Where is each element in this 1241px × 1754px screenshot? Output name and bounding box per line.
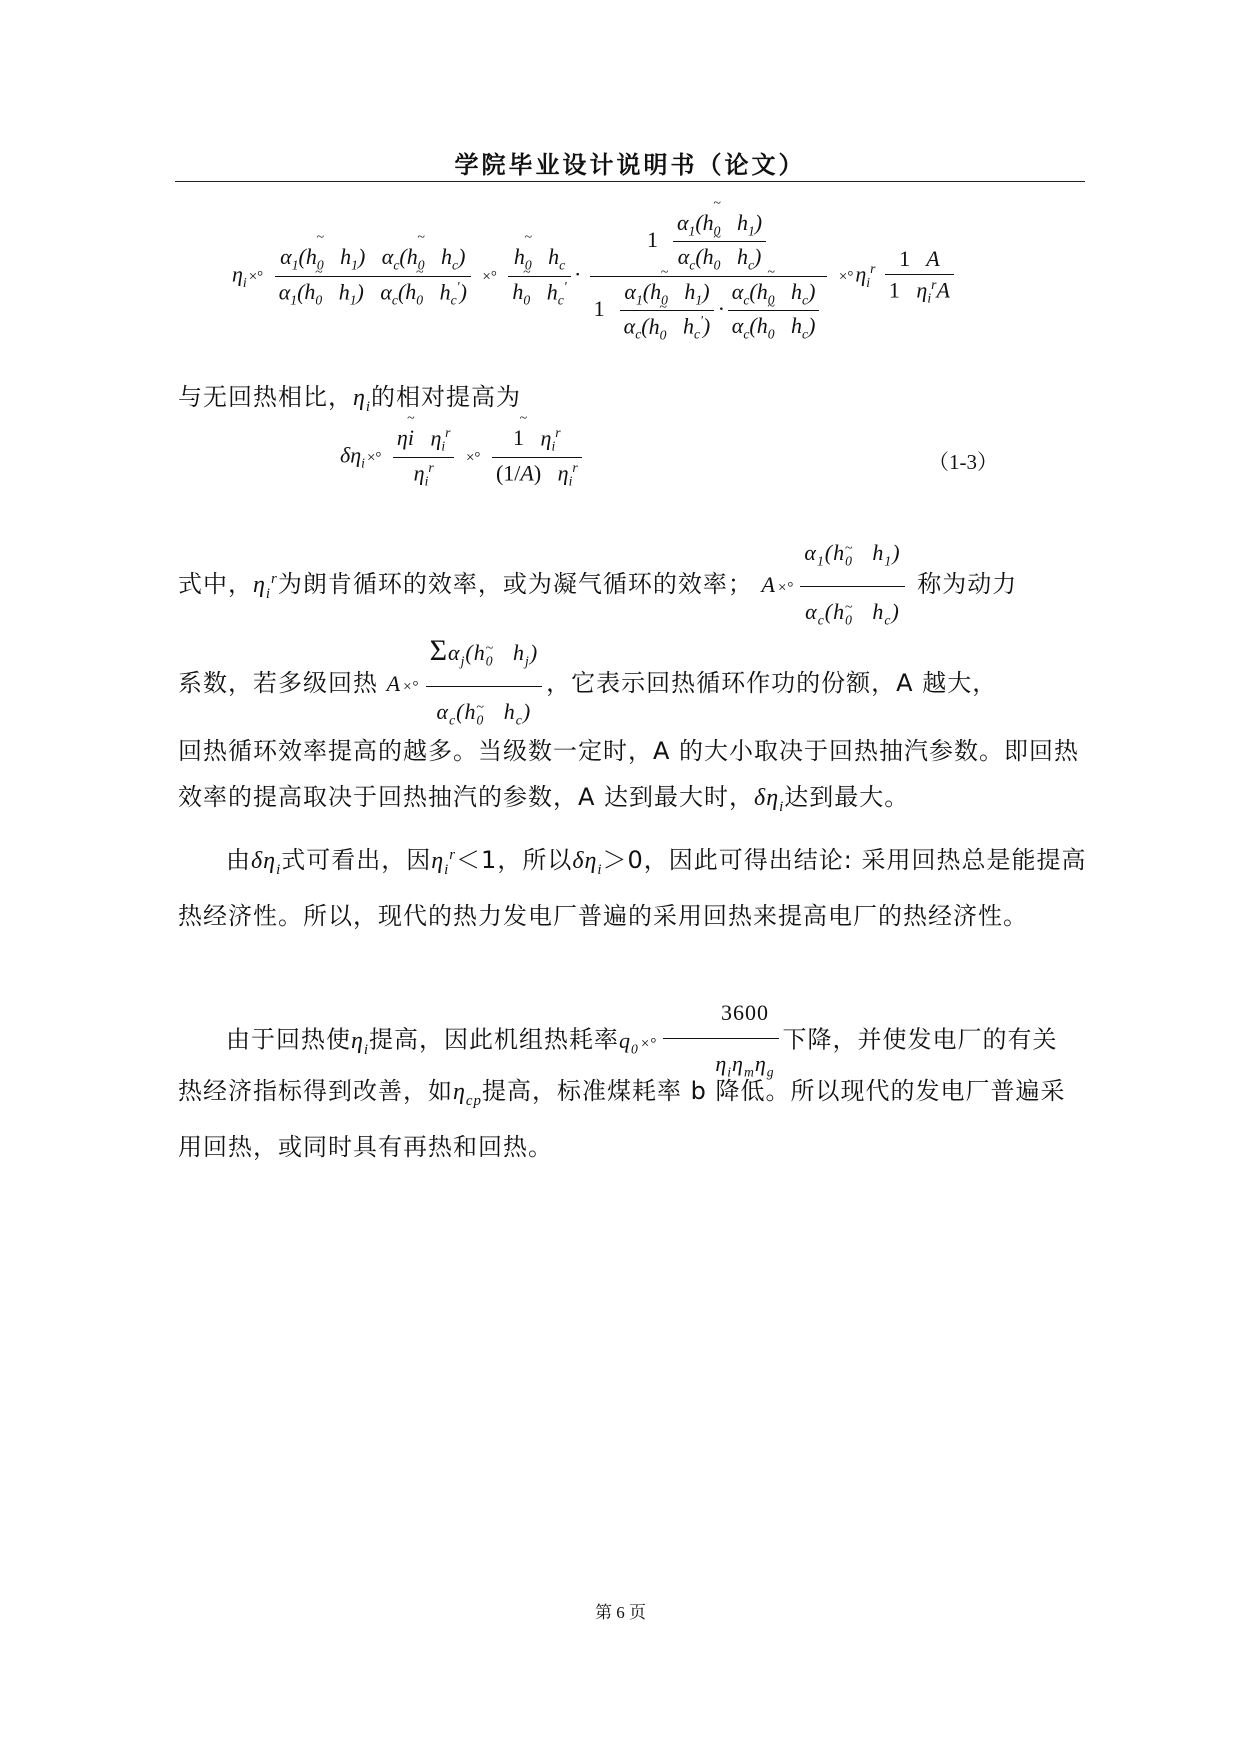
p5-d-text: ＞0，因此可得出结论: 采用回热总是能提高热经济性。所以，现代的热力发电厂普遍的采用回热来提高电厂的热经济性。 [178, 846, 1087, 930]
paragraph-5: 由$\delta\eta_i$式可看出，因$\eta_i^r<1$，所以$\delta\eta_i>0$，因此可得出结论: 采用回热总是能提高热经济性。所以，现代的热力发电厂普遍的采用回热来提高电厂的热经济性。 [178, 846, 1087, 930]
p2-a-text: 式中， [178, 569, 253, 598]
p5-c-text: ＜1，所以 [456, 846, 573, 874]
header-rule [175, 181, 1085, 182]
paragraph-1: 与无回热相比，$\eta_i$的相对提高为 [178, 383, 522, 415]
p2-c-text: 称为动力 [917, 569, 1018, 598]
p6-a-text: 由于回热使 [226, 1025, 351, 1054]
p6-c-text: 下降，并使发电厂的有关 [782, 1025, 1058, 1054]
p2-b-text: 为朗肯循环的效率，或为凝气循环的效率； [277, 569, 753, 598]
p5-a-text: 由 [226, 846, 251, 874]
p7-b-text: 提高，标准煤耗率 b 降低。所以现代的发电厂普遍采用回热，或同时具有再热和回热。 [178, 1077, 1066, 1161]
paragraph-2: 式中，$\eta_i^r$为朗肯循环的效率，或为凝气循环的效率； A ×° $\frac{\alpha_1(h_0 \sim h_1)}{\alpha_c(h_0 \sim h_c)}$ 称为动力 [178, 530, 1088, 644]
relative-improvement-formula: $\delta\eta_i$ ×° $\frac{\eta i \sim \eta_i^r}{\eta_i^r}$ ×° $\frac{1 \sim \eta_i^r}{(1/A) \eta_i^r}$ [340, 425, 586, 489]
paragraph-3: 系数，若多级回热 A ×° $\frac{\Sigma\alpha_j(h_0 \sim h_j)}{\alpha_c(h_0 \sim h_c)}$ ，它表示回热循环作功的份额，A 越大， [178, 628, 1088, 744]
p4-text: 回热循环效率提高的越多。当级数一定时，A 的大小取决于回热抽汽参数。即回热效率的提高取决于回热抽汽的参数，A 达到最大时， [178, 737, 1080, 811]
p1-after-text: 的相对提高为 [371, 383, 522, 411]
page-number: 第 6 页 [595, 1603, 646, 1622]
p7-a-text: 热经济指标得到改善，如 [178, 1077, 453, 1105]
p3-b-text: ，它表示回热循环作功的份额，A 越大， [546, 668, 998, 697]
paragraph-4: 回热循环效率提高的越多。当级数一定时，A 的大小取决于回热抽汽参数。即回热效率的提高取决于回热抽汽的参数，A 达到最大时，$\delta\eta_i$达到最大。 [178, 737, 1080, 815]
p3-a-text: 系数，若多级回热 [178, 668, 378, 697]
equation-number: （1-3） [928, 450, 998, 474]
p4-end-text: 达到最大。 [784, 783, 910, 811]
paragraph-6: 由于回热使$\eta_i$提高，因此机组热耗率$q_0$ ×° $\frac{3600}{\eta_i\eta_m\eta_g}$ 下降，并使发电厂的有关 [178, 990, 1088, 1095]
p1-text: 与无回热相比， [178, 383, 353, 411]
document-header-title: 学院毕业设计说明书（论文） [454, 151, 806, 179]
p5-b-text: 式可看出，因 [281, 846, 432, 874]
paragraph-7: 热经济指标得到改善，如$\eta_{cp}$提高，标准煤耗率 b 降低。所以现代的发电厂普遍采用回热，或同时具有再热和回热。 [178, 1077, 1066, 1161]
efficiency-formula: $\eta_i$ ×° $\frac{\alpha_1(h_0 \sim h_1) \alpha_c(h_0 \sim h_c)}{\alpha_1(h_0 \sim h_1) \alpha_c(h_0 \sim h_c')}$ ×° $\frac{h_0 \sim h_c}{h_0 \sim h_c'}$ · 1 $\frac{\alpha_1(h_0 \sim h_1)}{\alpha_c(h_0 \sim h_c)}$ 1 $\frac{\alpha_1(h_0 \sim h_1)}{\alpha_c(h_0 \sim h_c')}$ · $\frac{\alpha_c(h_0 \sim h_c)}{\alpha_c(h_0 \sim h_c)}$ $\times^\circ\eta_i^r$ $\frac{1 A}{1 \eta_i^rA}$ [232, 210, 958, 343]
p6-b-text: 提高，因此机组热耗率 [369, 1025, 620, 1054]
